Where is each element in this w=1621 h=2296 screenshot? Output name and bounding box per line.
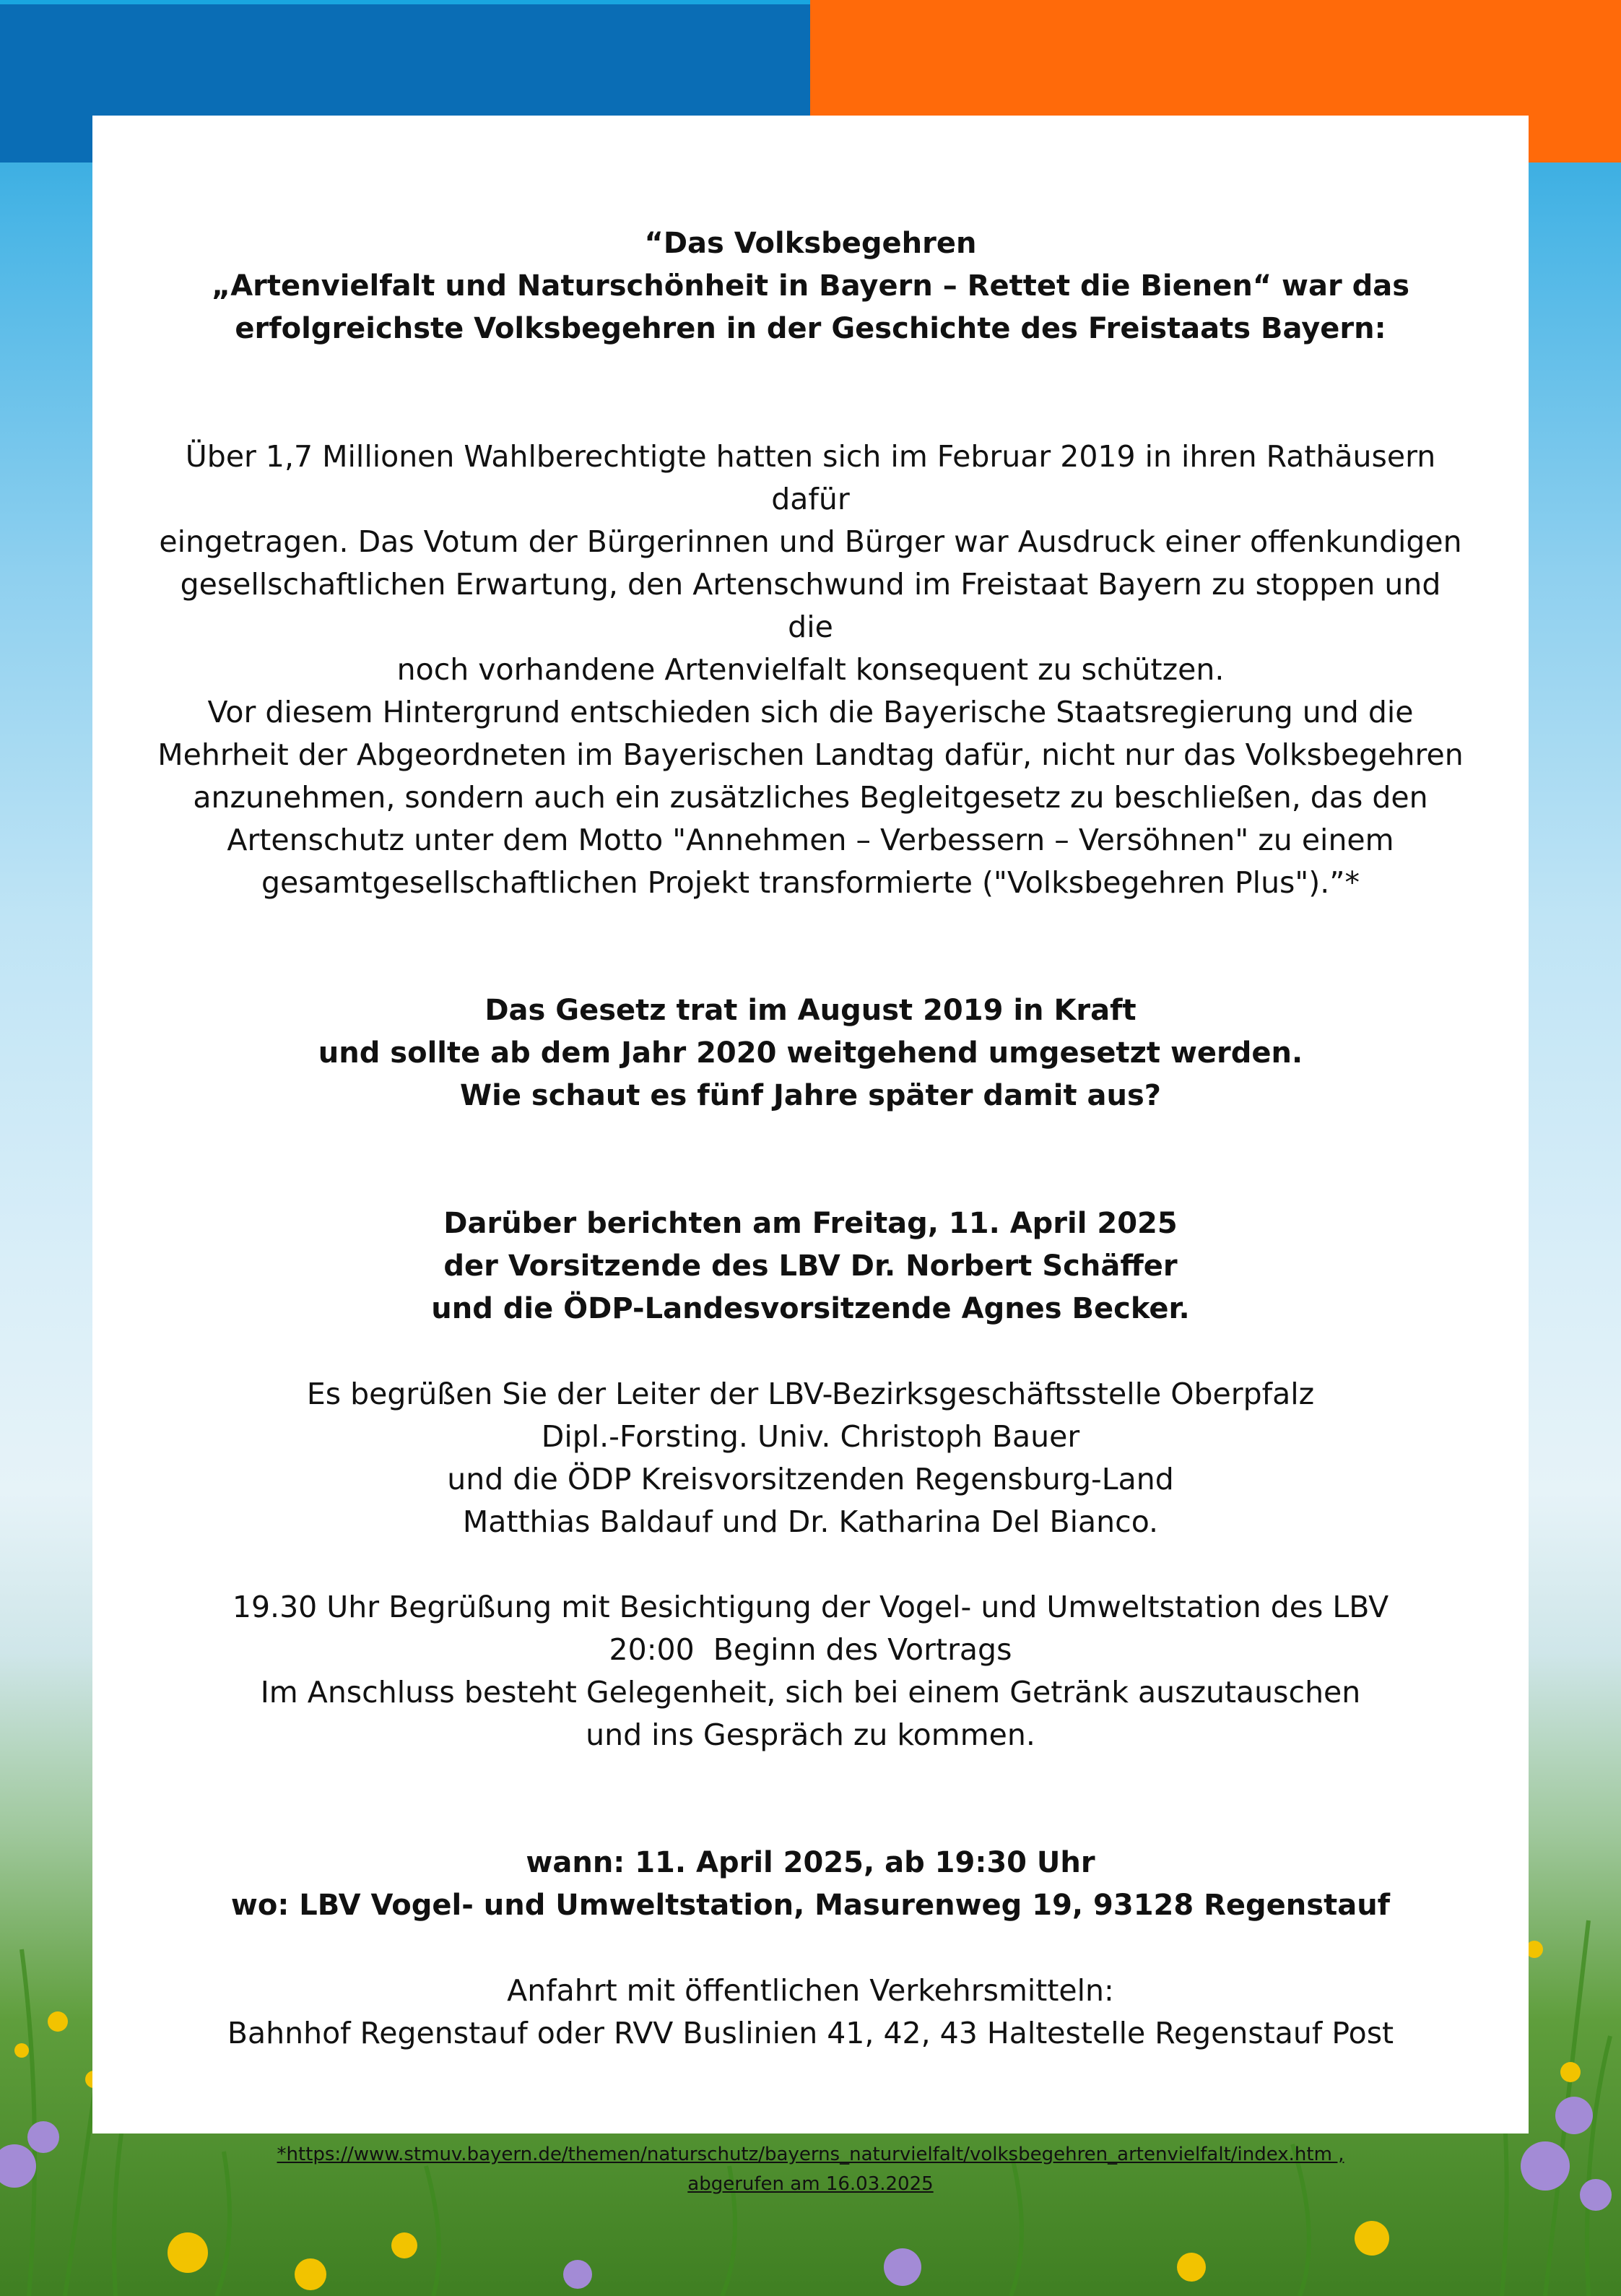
intro-paragraph [157,436,1464,904]
intro-line: eingetragen. Das Votum der Bürgerinnen und Bürger war Ausdruck einer offenkundigen [159,524,1462,559]
intro-line: gesellschaftlichen Erwartung, den Artenschwund im Freistaat Bayern zu stoppen und die [180,567,1441,644]
footnote-retrieved-date: abgerufen am 16.03.2025 [687,2173,934,2195]
welcome-line: Es begrüßen Sie der Leiter der LBV-Bezirksgeschäftsstelle Oberpfalz [306,1377,1315,1411]
intro-line: noch vorhandene Artenvielfalt konsequent zu schützen. [396,652,1225,687]
flyer-card [92,116,1529,2195]
law-line: Wie schaut es fünf Jahre später damit aus? [460,1079,1161,1112]
quote-title: “Das Volksbegehren [644,227,977,260]
intro-line: Artenschutz unter dem Motto "Annehmen – Verbessern – Versöhnen" zu einem [227,823,1394,857]
law-line: Das Gesetz trat im August 2019 in Kraft [484,994,1137,1027]
intro-line: gesamtgesellschaftlichen Projekt transformierte ("Volksbegehren Plus").”* [261,865,1360,900]
law-line: und sollte ab dem Jahr 2020 weitgehend umgesetzt werden. [318,1036,1303,1070]
transport-line: Bahnhof Regenstauf oder RVV Buslinien 41, 42, 43 Haltestelle Regenstauf Post [227,2016,1394,2050]
schedule-line: 20:00 Beginn des Vortrags [609,1632,1012,1667]
speakers-line: und die ÖDP-Landesvorsitzende Agnes Becker. [431,1292,1190,1325]
transport-section [157,1970,1464,2055]
speakers-section [157,1203,1464,1330]
footnote-source-link[interactable]: *https://www.stmuv.bayern.de/themen/naturschutz/bayerns_naturvielfalt/volksbegehren_artenvielfalt/index.htm , [277,2144,1344,2165]
welcome-section [157,1373,1464,1543]
schedule-line: 19.30 Uhr Begrüßung mit Besichtigung der Vogel- und Umweltstation des LBV [232,1590,1389,1624]
schedule-line: und ins Gespräch zu kommen. [586,1717,1035,1752]
intro-line: anzunehmen, sondern auch ein zusätzliches Begleitgesetz zu beschließen, das den [193,780,1428,815]
welcome-line: Dipl.-Forsting. Univ. Christoph Bauer [541,1419,1080,1454]
intro-line: Mehrheit der Abgeordneten im Bayerischen Landtag dafür, nicht nur das Volksbegehren [157,737,1464,772]
schedule-line: Im Anschluss besteht Gelegenheit, sich bei einem Getränk auszutauschen [260,1675,1361,1710]
speakers-line: Darüber berichten am Freitag, 11. April 2025 [443,1207,1178,1240]
quote-subtitle-line-1: „Artenvielfalt und Naturschönheit in Bayern – Rettet die Bienen“ war das [211,269,1410,303]
event-where: wo: LBV Vogel- und Umweltstation, Masurenweg 19, 93128 Regenstauf [230,1889,1391,1922]
quote-subtitle-line-2: erfolgreichste Volksbegehren in der Geschichte des Freistaats Bayern: [235,312,1386,345]
quote-heading [157,222,1464,350]
intro-line: Über 1,7 Millionen Wahlberechtigte hatten sich im Februar 2019 in ihren Rathäusern dafür [185,439,1436,516]
schedule-section [157,1586,1464,1756]
intro-line: Vor diesem Hintergrund entschieden sich die Bayerische Staatsregierung und die [207,695,1414,729]
welcome-line: und die ÖDP Kreisvorsitzenden Regensburg-Land [447,1462,1174,1496]
event-when: wann: 11. April 2025, ab 19:30 Uhr [526,1846,1095,1879]
welcome-line: Matthias Baldauf und Dr. Katharina Del Bianco. [462,1504,1159,1539]
speakers-line: der Vorsitzende des LBV Dr. Norbert Schäffer [443,1249,1178,1283]
transport-line: Anfahrt mit öffentlichen Verkehrsmitteln: [507,1973,1114,2008]
footnote [157,2140,1464,2199]
event-details [157,1842,1464,1927]
law-section [157,989,1464,1117]
